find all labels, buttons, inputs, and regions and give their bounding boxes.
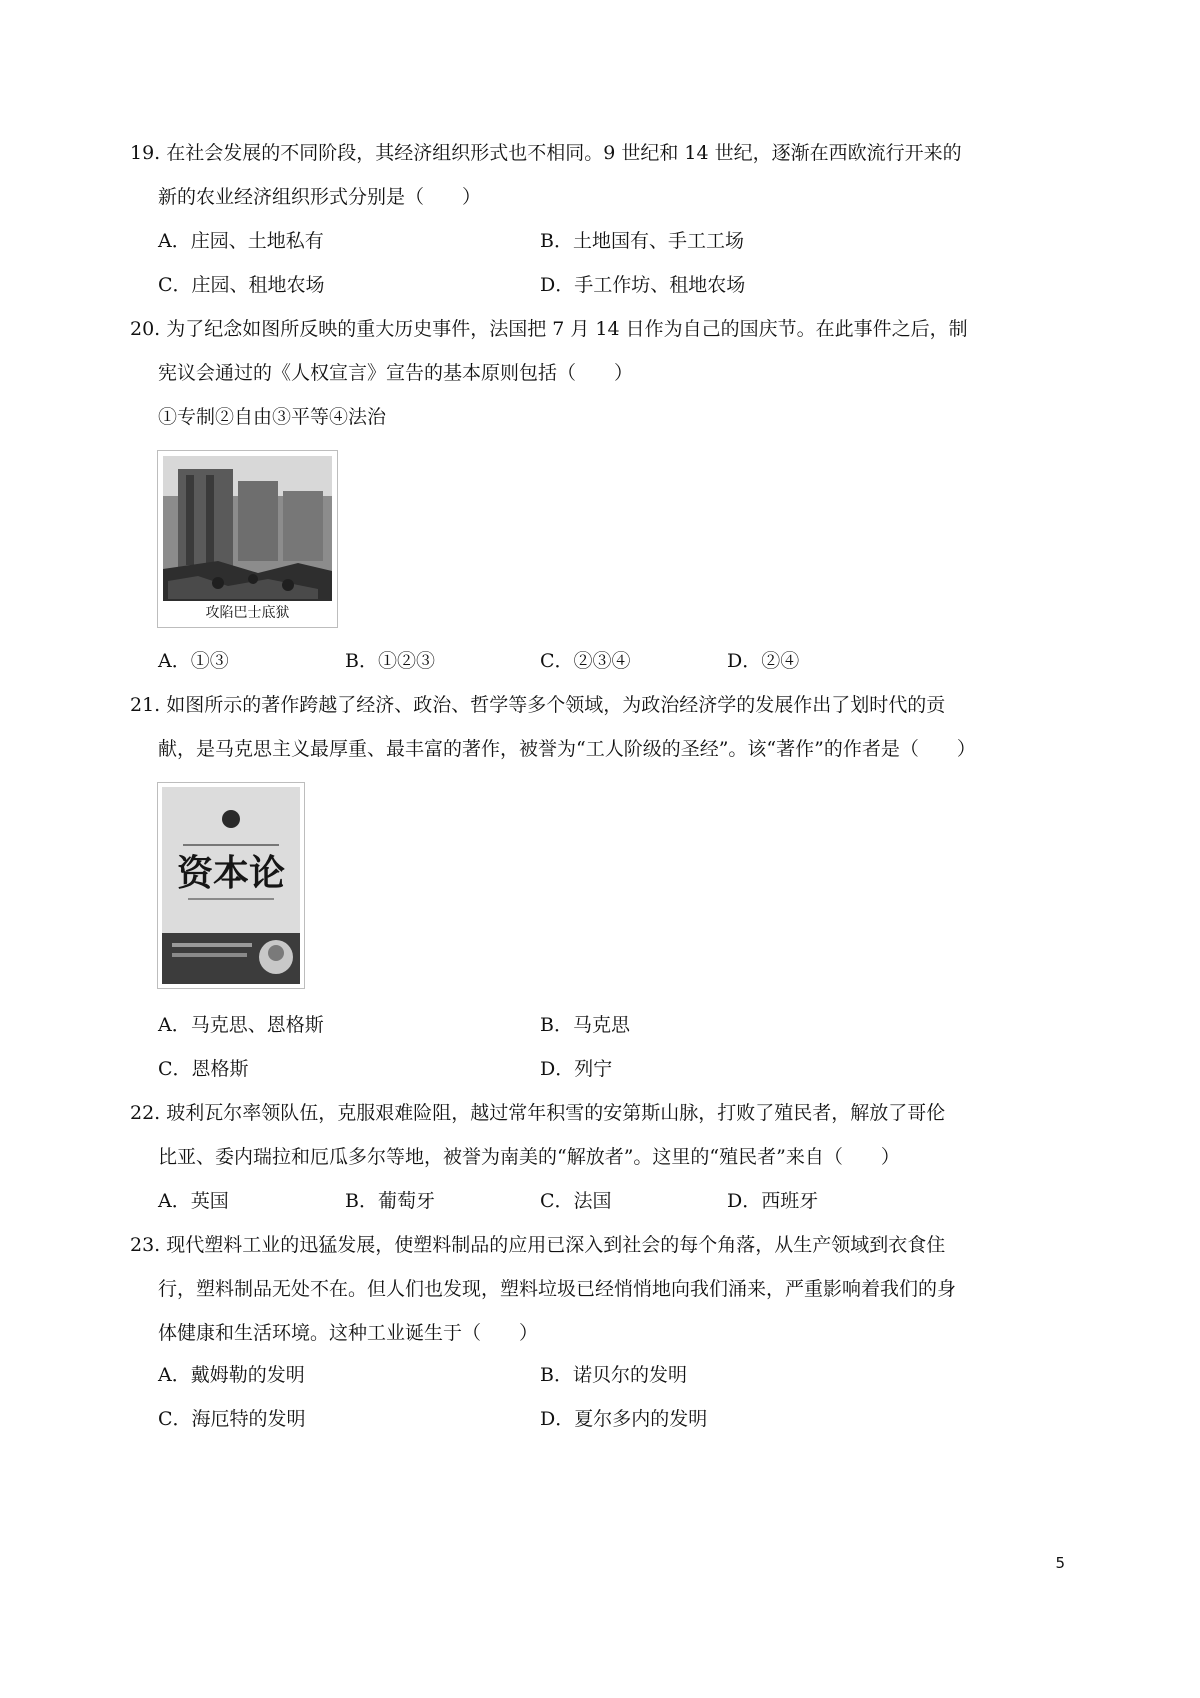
option-a[interactable]: A．马克思、恩格斯	[158, 1014, 324, 1036]
question-number: 21.	[130, 694, 161, 716]
option-d[interactable]: D．列宁	[540, 1058, 613, 1080]
option-b[interactable]: B．①②③	[345, 650, 435, 672]
book-title: 资本论	[176, 852, 286, 894]
option-d[interactable]: D．西班牙	[727, 1190, 819, 1212]
question-number: 19.	[130, 142, 161, 164]
option-c[interactable]: C．恩格斯	[158, 1058, 249, 1080]
option-c[interactable]: C．法国	[540, 1190, 612, 1212]
question-text: 新的农业经济组织形式分别是（ ）	[158, 186, 482, 208]
figure-caption: 攻陷巴士底狱	[205, 605, 290, 621]
question-text: 如图所示的著作跨越了经济、政治、哲学等多个领域，为政治经济学的发展作出了划时代的贡	[166, 694, 946, 716]
question-text: 体健康和生活环境。这种工业诞生于（ ）	[158, 1322, 539, 1344]
question-number: 22.	[130, 1102, 161, 1124]
option-b[interactable]: B．土地国有、手工工场	[540, 230, 744, 252]
question-text: 为了纪念如图所反映的重大历史事件，法国把 7 月 14 日作为自己的国庆节。在此事件之后，制	[166, 318, 968, 340]
question-number: 23.	[130, 1234, 161, 1256]
book-cover-image	[158, 783, 304, 988]
option-c[interactable]: C．②③④	[540, 650, 631, 672]
option-d[interactable]: D．手工作坊、租地农场	[540, 274, 746, 296]
option-b[interactable]: B．马克思	[540, 1014, 630, 1036]
question-text: 在社会发展的不同阶段，其经济组织形式也不相同。9 世纪和 14 世纪，逐渐在西欧流行开来的	[166, 142, 962, 164]
option-d[interactable]: D．②④	[727, 650, 800, 672]
option-d[interactable]: D．夏尔多内的发明	[540, 1408, 708, 1430]
question-text: 现代塑料工业的迅猛发展，使塑料制品的应用已深入到社会的每个角落，从生产领域到衣食住	[166, 1234, 946, 1256]
option-a[interactable]: A．①③	[158, 650, 229, 672]
option-b[interactable]: B．葡萄牙	[345, 1190, 435, 1212]
page-number: 5	[1055, 1554, 1065, 1572]
option-c[interactable]: C．庄园、租地农场	[158, 274, 325, 296]
question-statements: ①专制②自由③平等④法治	[158, 406, 387, 428]
question-text: 比亚、委内瑞拉和厄瓜多尔等地，被誉为南美的“解放者”。这里的“殖民者”来自（ ）	[158, 1146, 900, 1168]
question-text: 玻利瓦尔率领队伍，克服艰难险阻，越过常年积雪的安第斯山脉，打败了殖民者，解放了哥伦	[166, 1102, 946, 1124]
question-text: 献，是马克思主义最厚重、最丰富的著作，被誉为“工人阶级的圣经”。该“著作”的作者是（ ）	[158, 738, 976, 760]
option-a[interactable]: A．戴姆勒的发明	[158, 1364, 305, 1386]
bastille-figure	[157, 450, 338, 628]
option-b[interactable]: B．诺贝尔的发明	[540, 1364, 687, 1386]
option-c[interactable]: C．海厄特的发明	[158, 1408, 306, 1430]
question-text: 行，塑料制品无处不在。但人们也发现，塑料垃圾已经悄悄地向我们涌来，严重影响着我们的身	[158, 1278, 957, 1300]
question-text: 宪议会通过的《人权宣言》宣告的基本原则包括（ ）	[158, 362, 634, 384]
option-a[interactable]: A．庄园、土地私有	[158, 230, 324, 252]
bastille-image	[158, 451, 337, 627]
option-a[interactable]: A．英国	[158, 1190, 229, 1212]
question-number: 20.	[130, 318, 161, 340]
book-cover-figure	[157, 782, 305, 989]
